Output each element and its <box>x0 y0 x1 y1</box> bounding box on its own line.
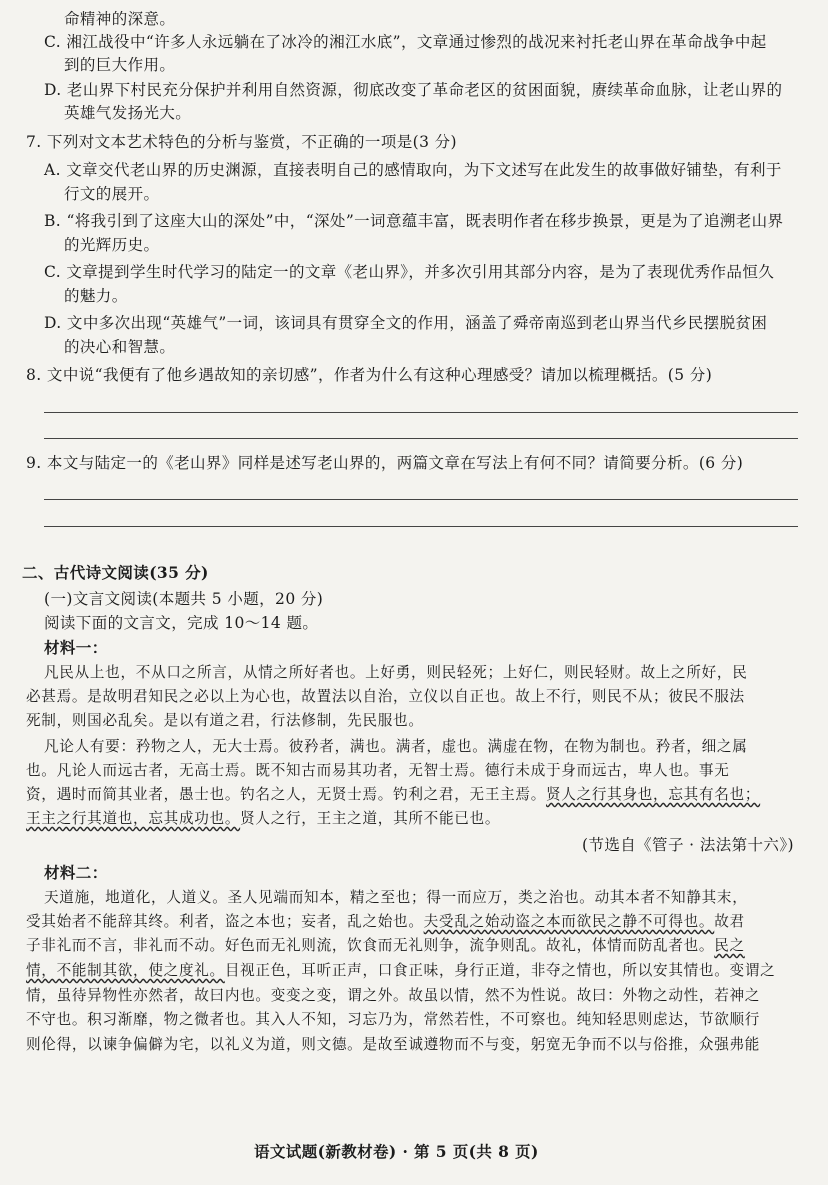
passage-text: 子非礼而不言，非礼而不动。好色而无礼则流，饮食而无礼则争，流争则乱。故礼，体情而防乱者也。 <box>26 937 715 954</box>
text-line: 到的巨大作用。 <box>64 56 176 74</box>
source-citation: (节选自《管子 · 法法第十六》) <box>582 836 794 854</box>
passage-line: 凡民从上也，不从口之所言，从情之所好者也。上好勇，则民轻死；上好仁，则民轻财。故上之所好，民 <box>44 664 748 681</box>
answer-line[interactable] <box>44 438 798 439</box>
page-footer: 语文试题(新教材卷) · 第 5 页(共 8 页) <box>254 1142 539 1161</box>
underlined-sentence: 夫受乱之始动盗之本而欲民之静不可得也。 <box>423 913 715 930</box>
text-line: 命精神的深意。 <box>64 10 176 28</box>
passage-text: 目视正色，耳听正声，口食正味，身行正道，非夺之情也，所以安其情也。变谓之 <box>224 962 776 979</box>
material-2-label: 材料二： <box>44 863 108 882</box>
passage-text: 故君 <box>714 913 745 930</box>
option-b-line: B. “将我引到了这座大山的深处”中，“深处”一词意蕴丰富，既表明作者在移步换景，更是为了追溯老山界 <box>44 212 784 230</box>
passage-text: 受其始者不能辞其终。利者，盗之本也；妄者，乱之始也。 <box>26 913 424 930</box>
text-line: 的决心和智慧。 <box>64 338 176 356</box>
section-heading: 二、古代诗文阅读(35 分) <box>22 563 209 582</box>
text-line: 英雄气发扬光大。 <box>64 104 192 122</box>
answer-line[interactable] <box>44 499 798 500</box>
answer-line[interactable] <box>44 526 798 527</box>
passage-line: 凡论人有要：矜物之人，无大士焉。彼矜者，满也。满者，虚也。满虚在物，在物为制也。矜者，细之属 <box>44 738 748 755</box>
question-7: 7. 下列对文本艺术特色的分析与鉴赏，不正确的一项是(3 分) <box>26 133 458 151</box>
underlined-sentence: 贤人之行其身也，忘其有名也； <box>546 786 761 803</box>
passage-line: 死制，则国必乱矣。是以有道之君，行法修制，先民服也。 <box>26 712 424 729</box>
instruction-text: 阅读下面的文言文，完成 10～14 题。 <box>44 614 319 632</box>
passage-text: 资，遇时而简其业者，愚士也。钓名之人，无贤士焉。钓利之君，无王主焉。 <box>26 786 546 803</box>
passage-line: 天道施，地道化，人道义。圣人见端而知本，精之至也；得一而应万，类之治也。动其本者不知静其末， <box>44 889 748 906</box>
option-c-line: C. 文章提到学生时代学习的陆定一的文章《老山界》，并多次引用其部分内容，是为了表现优秀作品恒久 <box>44 263 775 281</box>
question-8: 8. 文中说“我便有了他乡遇故知的亲切感”，作者为什么有这种心理感受？请加以梳理概括。(5 分) <box>26 366 713 384</box>
option-a-line: A. 文章交代老山界的历史渊源，直接表明自己的感情取向，为下文述写在此发生的故事做好铺垫，有利于 <box>44 161 782 179</box>
option-d-line: D. 文中多次出现“英雄气”一词，该词具有贯穿全文的作用，涵盖了舜帝南巡到老山界当代乡民摆脱贫困 <box>44 314 768 332</box>
passage-line <box>26 784 760 806</box>
passage-line <box>26 960 775 982</box>
answer-line[interactable] <box>44 412 798 413</box>
underlined-sentence: 情，不能制其欲，使之度礼。 <box>26 962 225 979</box>
passage-line: 不守也。积习渐靡，物之微者也。其入人不知，习忘乃为，常然若性，不可察也。纯知轻思则虑达，节欲顺行 <box>26 1011 761 1028</box>
text-line: 的光辉历史。 <box>64 236 160 254</box>
passage-line <box>26 935 745 957</box>
passage-line <box>26 808 500 830</box>
passage-line: 必甚焉。是故明君知民之必以上为心也，故置法以自治，立仪以自正也。故上不行，则民不从；彼民不服法 <box>26 688 745 705</box>
passage-line <box>26 911 745 933</box>
underlined-sentence: 王主之行其道也，忘其成功也。 <box>26 810 241 827</box>
option-d-line: D. 老山界下村民充分保护并利用自然资源，彻底改变了革命老区的贫困面貌，赓续革命血脉，让老山界的 <box>44 81 783 99</box>
material-1-label: 材料一： <box>44 638 108 657</box>
question-9: 9. 本文与陆定一的《老山界》同样是述写老山界的，两篇文章在写法上有何不同？请简要分析。(6 分) <box>26 454 744 472</box>
subsection-heading: (一)文言文阅读(本题共 5 小题，20 分) <box>44 590 324 608</box>
text-line: 行文的展开。 <box>64 185 160 203</box>
passage-line: 也。凡论人而远古者，无高士焉。既不知古而易其功者，无智士焉。德行未成于身而远古，卑人也。事无 <box>26 762 730 779</box>
underlined-sentence: 民之 <box>714 937 745 954</box>
passage-line: 则伦得，以谏争偏僻为宅，以礼义为道，则文德。是故至诚遵物而不与变，躬宽无争而不以与俗推，众强弗能 <box>26 1036 761 1053</box>
option-c-line: C. 湘江战役中“许多人永远躺在了冰冷的湘江水底”，文章通过惨烈的战况来衬托老山界在革命战争中起 <box>44 33 767 51</box>
passage-line: 情，虽待异物性亦然者，故曰内也。变变之变，谓之外。故虽以情，然不为性说。故曰：外物之动性，若神之 <box>26 987 761 1004</box>
passage-text: 贤人之行，王主之道，其所不能已也。 <box>240 810 501 827</box>
text-line: 的魅力。 <box>64 287 128 305</box>
